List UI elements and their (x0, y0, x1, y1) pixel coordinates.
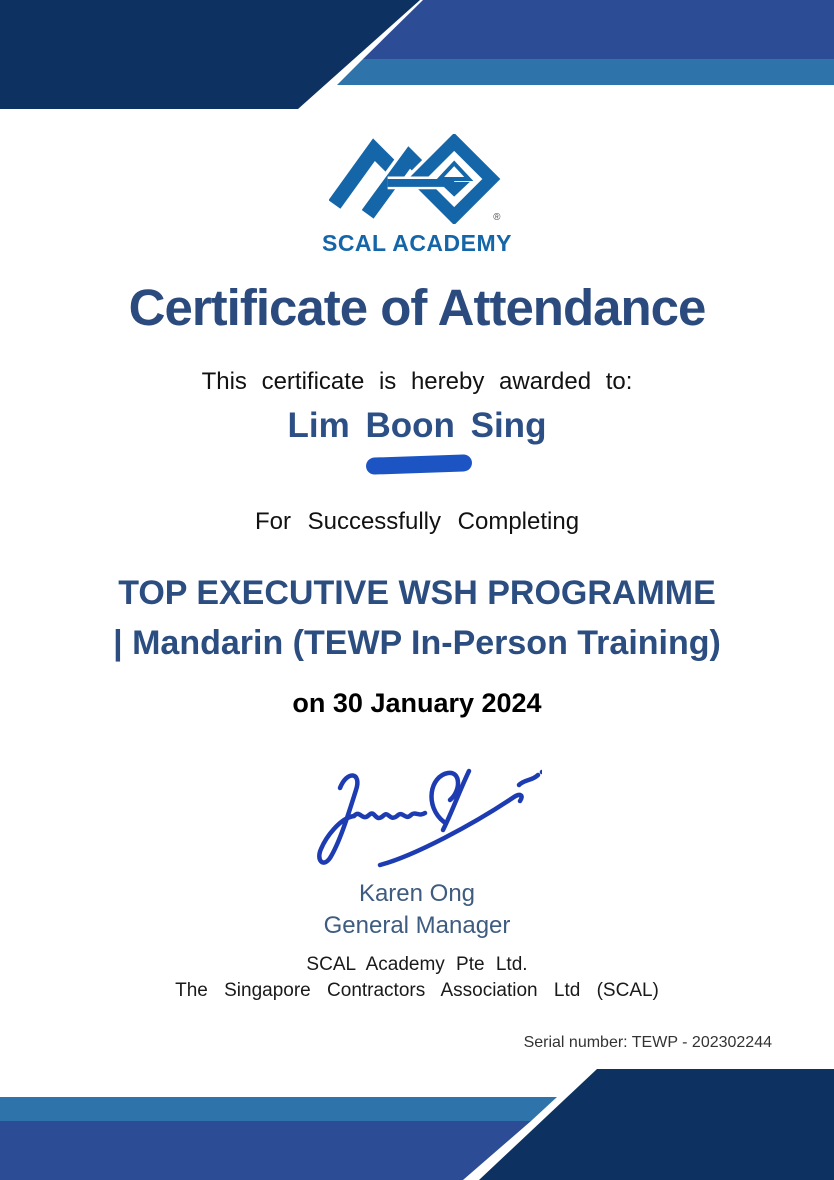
signatory-name: Karen Ong (358, 880, 476, 907)
award-line: This certificate is hereby awarded to: (201, 368, 633, 395)
completion-line: For Successfully Completing (254, 508, 580, 535)
organisation-line2: The Singapore Contractors Association Ltd (SCAL) (175, 980, 659, 1001)
redaction-scribble (366, 454, 473, 475)
scal-logo-icon (329, 134, 505, 224)
registered-mark: ® (493, 212, 501, 224)
programme-line1: TOP EXECUTIVE WSH PROGRAMME (118, 574, 716, 612)
organisation-line1: SCAL Academy Pte Ltd. (306, 954, 528, 975)
programme-title (0, 568, 834, 668)
serial-number: Serial number: TEWP - 202302244 (523, 1034, 772, 1051)
brand-name: SCAL ACADEMY (321, 230, 512, 256)
recipient-name: Lim Boon Sing (287, 406, 547, 445)
date-line: on 30 January 2024 (292, 688, 542, 718)
signature-ink-icon (292, 764, 542, 879)
signatory-title: General Manager (323, 912, 511, 939)
certificate-title: Certificate of Attendance (128, 279, 706, 336)
programme-line2: | Mandarin (TEWP In-Person Training) (113, 624, 721, 662)
logo-block (0, 134, 834, 257)
signature-block (0, 764, 834, 884)
top-navy-band (0, 0, 420, 109)
